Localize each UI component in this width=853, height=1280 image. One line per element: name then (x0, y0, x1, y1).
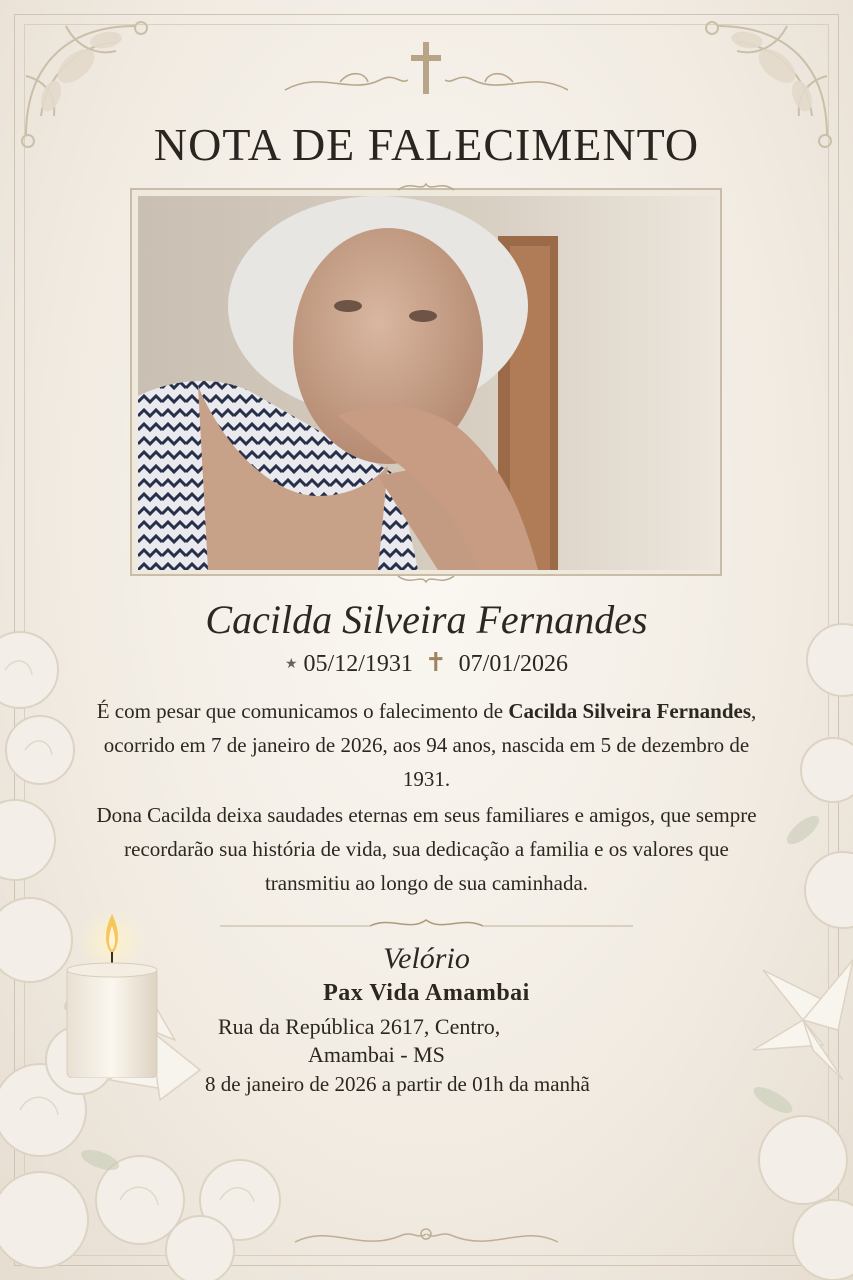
announcement-text-end: , ocorrido em 7 de janeiro de 2026, aos 94 anos, nascida em 5 de dezembro de 1931. (103, 699, 757, 791)
frame-top-ornament-icon (396, 178, 456, 194)
tribute-paragraph: Dona Cacilda deixa saudades eternas em seus familiares e amigos, que sempre recordarão sua história de vida, sua dedicação a familia e os valores que transmitiu ao longo de sua caminhada. (96, 803, 757, 895)
portrait-photo-icon (138, 196, 716, 570)
death-date: 07/01/2026 (458, 651, 569, 677)
candle-icon (62, 908, 162, 1078)
velorio-venue: Pax Vida Amambai (323, 980, 530, 1006)
deceased-name: Cacilda Silveira Fernandes (205, 597, 648, 642)
portrait-frame (130, 188, 722, 576)
cross-icon: ✝ (424, 648, 447, 677)
page-title: NOTA DE FALECIMENTO (153, 119, 700, 170)
birth-date: 05/12/1931 (303, 651, 413, 677)
announcement-text: É com pesar que comunicamos o falecimento de (96, 699, 509, 723)
velorio-address-line2: Amambai - MS (308, 1042, 445, 1067)
announcement-name-bold: Cacilda Silveira Fernandes (508, 699, 752, 723)
frame-bottom-ornament-icon (396, 572, 456, 588)
star-icon: ★ (284, 657, 298, 672)
velorio-address-line1: Rua da República 2617, Centro, (218, 1014, 501, 1039)
bottom-scroll-ornament-icon (290, 1216, 563, 1260)
velorio-datetime: 8 de janeiro de 2026 a partir de 01h da manhã (205, 1072, 590, 1096)
velorio-title: Velório (383, 942, 470, 975)
white-lilies-icon (653, 600, 853, 1280)
cross-icon (408, 40, 444, 96)
